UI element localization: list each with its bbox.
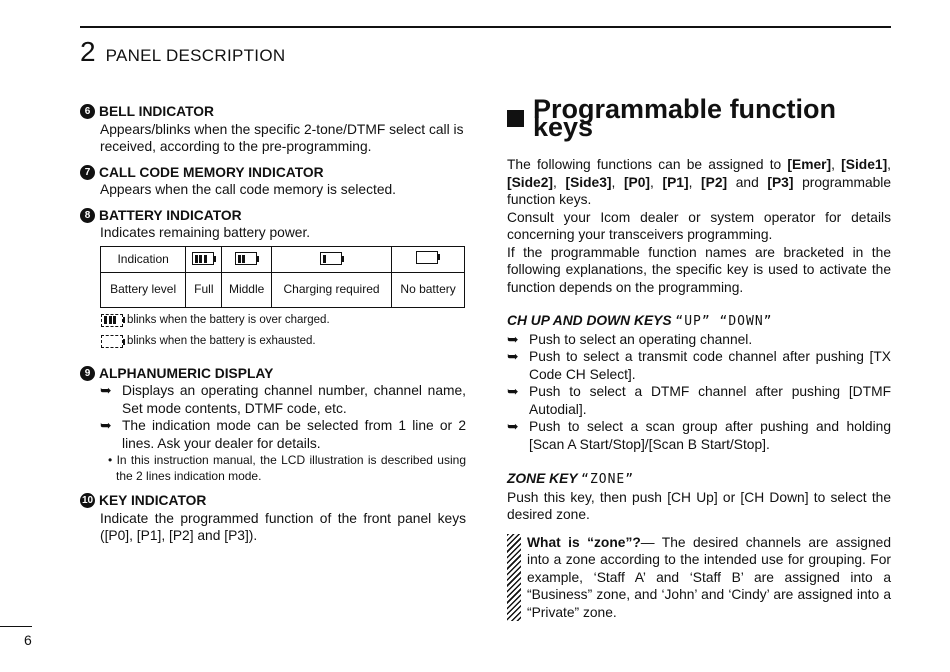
chapter-number: 2	[80, 36, 96, 67]
intro-paragraph: The following functions can be assigned to [Emer], [Side1], [Side2], [Side3], [P0], [P1], [P2] and [P3] programmable function keys.	[507, 157, 892, 207]
lcd-text: “UP” “DOWN”	[675, 314, 773, 329]
list-item: ➥ The indication mode can be selected from 1 line or 2 lines. Ask your dealer for details.	[100, 418, 466, 451]
page-number-rule	[0, 626, 32, 627]
arrow-bullet-icon: ➥	[507, 384, 519, 399]
ch-keys-heading: CH UP AND DOWN KEYS “UP” “DOWN”	[507, 313, 773, 329]
right-column	[507, 94, 892, 621]
battery-middle-icon	[235, 252, 259, 265]
table-row-label: Battery level	[101, 272, 186, 307]
battery-note-overcharged: blinks when the battery is over charged.	[101, 312, 466, 330]
zone-key-text: Push this key, then push [CH Up] or [CH Down] to select the desired zone.	[507, 489, 891, 522]
section-title: BATTERY INDICATOR	[99, 207, 242, 223]
item-number-badge: 7	[80, 165, 95, 180]
arrow-bullet-icon: ➥	[507, 419, 519, 434]
list-item: ➥ Push to select an operating channel.	[507, 331, 753, 347]
list-item: ➥ Push to select a transmit code channel after pushing [TX Code CH Select].	[507, 349, 891, 382]
key-indicator-section	[80, 492, 466, 545]
square-bullet-icon	[507, 110, 524, 127]
intro-paragraph-2: Consult your Icom dealer or system operator for details concerning your transceivers programming.	[507, 209, 891, 242]
item-number-badge: 8	[80, 208, 95, 223]
battery-empty-icon	[416, 251, 440, 264]
section-title: BELL INDICATOR	[99, 104, 214, 119]
alphanumeric-display-section	[80, 365, 466, 485]
top-rule	[80, 26, 891, 28]
battery-indicator-section	[80, 207, 466, 351]
battery-table	[100, 246, 465, 308]
section-title: KEY INDICATOR	[99, 493, 207, 508]
list-item: ➥ Push to select a DTMF channel after pushing [DTMF Autodial].	[507, 384, 891, 417]
battery-empty-icon	[101, 335, 125, 348]
battery-low-icon	[320, 252, 344, 265]
page-title: Programmable function keys	[507, 101, 891, 136]
battery-level-charging: Charging required	[271, 272, 391, 307]
chapter-header	[80, 36, 285, 68]
left-column	[80, 103, 466, 553]
section-text: Indicates remaining battery power.	[100, 225, 311, 240]
arrow-bullet-icon: ➥	[100, 418, 112, 433]
item-number-badge: 6	[80, 104, 95, 119]
list-item: ➥ Displays an operating channel number, channel name, Set mode contents, DTMF code, etc.	[100, 383, 466, 416]
ch-keys-list	[507, 331, 891, 454]
item-number-badge: 10	[80, 493, 95, 508]
list-item: ➥ Push to select a scan group after pushing and holding [Scan A Start/Stop]/[Scan B Start/Stop].	[507, 419, 891, 452]
hatch-icon	[507, 534, 521, 622]
bell-indicator-section	[80, 103, 466, 156]
battery-full-icon	[101, 314, 125, 327]
arrow-bullet-icon: ➥	[507, 349, 519, 364]
call-code-memory-section	[80, 164, 466, 199]
battery-level-none: No battery	[392, 272, 465, 307]
lcd-note: • In this instruction manual, the LCD illustration is described using the 2 lines indication mode.	[108, 453, 466, 483]
battery-full-icon	[192, 252, 216, 265]
section-title: CALL CODE MEMORY INDICATOR	[99, 164, 324, 180]
item-number-badge: 9	[80, 366, 95, 381]
section-text: Indicate the programmed function of the front panel keys ([P0], [P1], [P2] and [P3]).	[100, 510, 466, 543]
chapter-title: PANEL DESCRIPTION	[105, 46, 286, 65]
lcd-text: “ZONE”	[581, 472, 635, 487]
battery-level-full: Full	[186, 272, 222, 307]
section-text: Appears when the call code memory is selected.	[100, 182, 397, 197]
section-title: ALPHANUMERIC DISPLAY	[99, 365, 274, 381]
table-row-label: Indication	[101, 246, 186, 272]
intro-paragraph-3: If the programmable function names are bracketed in the following explanations, the specific key is used to activate the function depends on the programming.	[507, 244, 891, 295]
zone-key-heading: ZONE KEY “ZONE”	[507, 471, 635, 487]
page-number: 6	[24, 632, 32, 648]
arrow-bullet-icon: ➥	[507, 331, 519, 347]
zone-note: What is “zone”?— The desired channels are assigned into a zone according to the intended use for grouping. For example, ‘Staff A’ and ‘Staff B’ are assigned into a “Business” zone, and ‘John’ and ‘Cindy’ are assigned into a “Private” zone.	[507, 534, 891, 622]
section-text: Appears/blinks when the specific 2-tone/DTMF select call is received, according to the pre-programming.	[100, 121, 464, 154]
battery-level-middle: Middle	[222, 272, 271, 307]
battery-note-exhausted: blinks when the battery is exhausted.	[101, 333, 466, 351]
arrow-bullet-icon: ➥	[100, 383, 112, 398]
